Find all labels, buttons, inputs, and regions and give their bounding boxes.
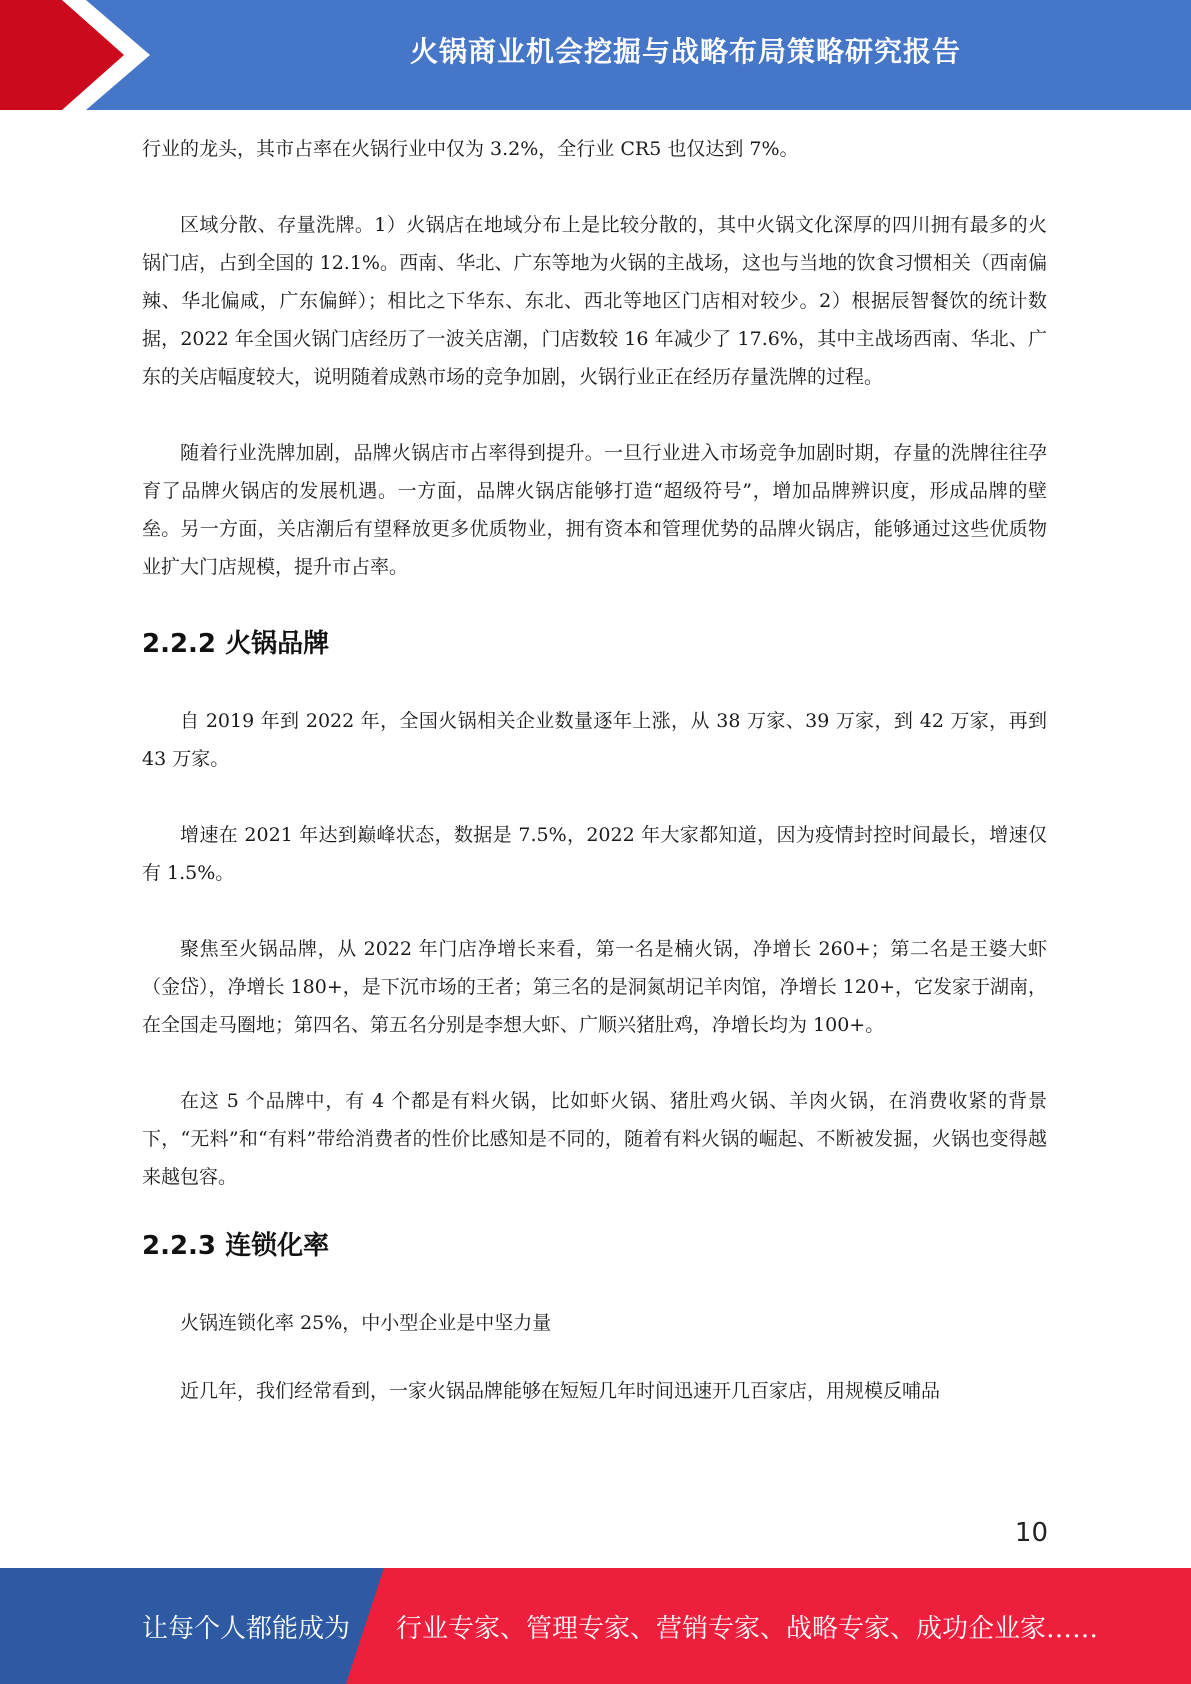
- paragraph-9: 近几年，我们经常看到，一家火锅品牌能够在短短几年时间迅速开几百家店，用规模反哺品: [180, 1380, 941, 1402]
- paragraph-7: 在这 5 个品牌中，有 4 个都是有料火锅，比如虾火锅、猪肚鸡火锅、羊肉火锅，在消费收紧的背景下，“无料”和“有料”带给消费者的性价比感知是不同的，随着有料火锅的崛起、不断被发掘，火锅也变得越来越包容。: [142, 1090, 1047, 1188]
- paragraph-1: 行业的龙头，其市占率在火锅行业中仅为 3.2%，全行业 CR5 也仅达到 7%。: [142, 138, 799, 160]
- paragraph-6: 聚焦至火锅品牌，从 2022 年门店净增长来看，第一名是楠火锅，净增长 260+；第二名是王婆大虾（金岱），净增长 180+，是下沉市场的王者；第三名的是洞氮胡记羊肉馆，净增长 120+，它发家于湖南，在全国走马圈地；第四名、第五名分别是李想大虾、广顺兴猪肚鸡，净增长均为 100+。: [142, 938, 1047, 1036]
- paragraph-8: 火锅连锁化率 25%，中小型企业是中坚力量: [180, 1312, 552, 1334]
- report-title: 火锅商业机会挖掘与战略布局策略研究报告: [409, 35, 961, 68]
- paragraph-3: 随着行业洗牌加剧，品牌火锅店市占率得到提升。一旦行业进入市场竞争加剧时期，存量的洗牌往往孕育了品牌火锅店的发展机遇。一方面，品牌火锅店能够打造“超级符号”，增加品牌辨识度，形成品牌的壁垒。另一方面，关店潮后有望释放更多优质物业，拥有资本和管理优势的品牌火锅店，能够通过这些优质物业扩大门店规模，提升市占率。: [142, 442, 1047, 578]
- page-header: [0, 0, 1191, 110]
- section-heading-2-2-2: 2.2.2 火锅品牌: [142, 629, 330, 659]
- paragraph-2: 区域分散、存量洗牌。1）火锅店在地域分布上是比较分散的，其中火锅文化深厚的四川拥有最多的火锅门店，占到全国的 12.1%。西南、华北、广东等地为火锅的主战场，这也与当地的饮食习惯相关（西南偏辣、华北偏咸，广东偏鲜）；相比之下华东、东北、西北等地区门店相对较少。2）根据辰智餐饮的统计数据，2022 年全国火锅门店经历了一波关店潮，门店数较 16 年减少了 17.6%，其中主战场西南、华北、广东的关店幅度较大，说明随着成熟市场的竞争加剧，火锅行业正在经历存量洗牌的过程。: [142, 214, 1047, 388]
- page-number: 10: [1014, 1518, 1048, 1548]
- footer-slogan-right: 行业专家、管理专家、营销专家、战略专家、成功企业家……: [396, 1613, 1099, 1644]
- document-body: [142, 130, 1047, 1410]
- section-heading-2-2-3: 2.2.3 连锁化率: [142, 1231, 330, 1261]
- footer-slogan-left: 让每个人都能成为: [142, 1613, 351, 1644]
- page-footer: [0, 1568, 1191, 1684]
- paragraph-5: 增速在 2021 年达到巅峰状态，数据是 7.5%，2022 年大家都知道，因为疫情封控时间最长，增速仅有 1.5%。: [142, 824, 1047, 884]
- paragraph-4: 自 2019 年到 2022 年，全国火锅相关企业数量逐年上涨，从 38 万家、39 万家，到 42 万家，再到 43 万家。: [142, 710, 1047, 770]
